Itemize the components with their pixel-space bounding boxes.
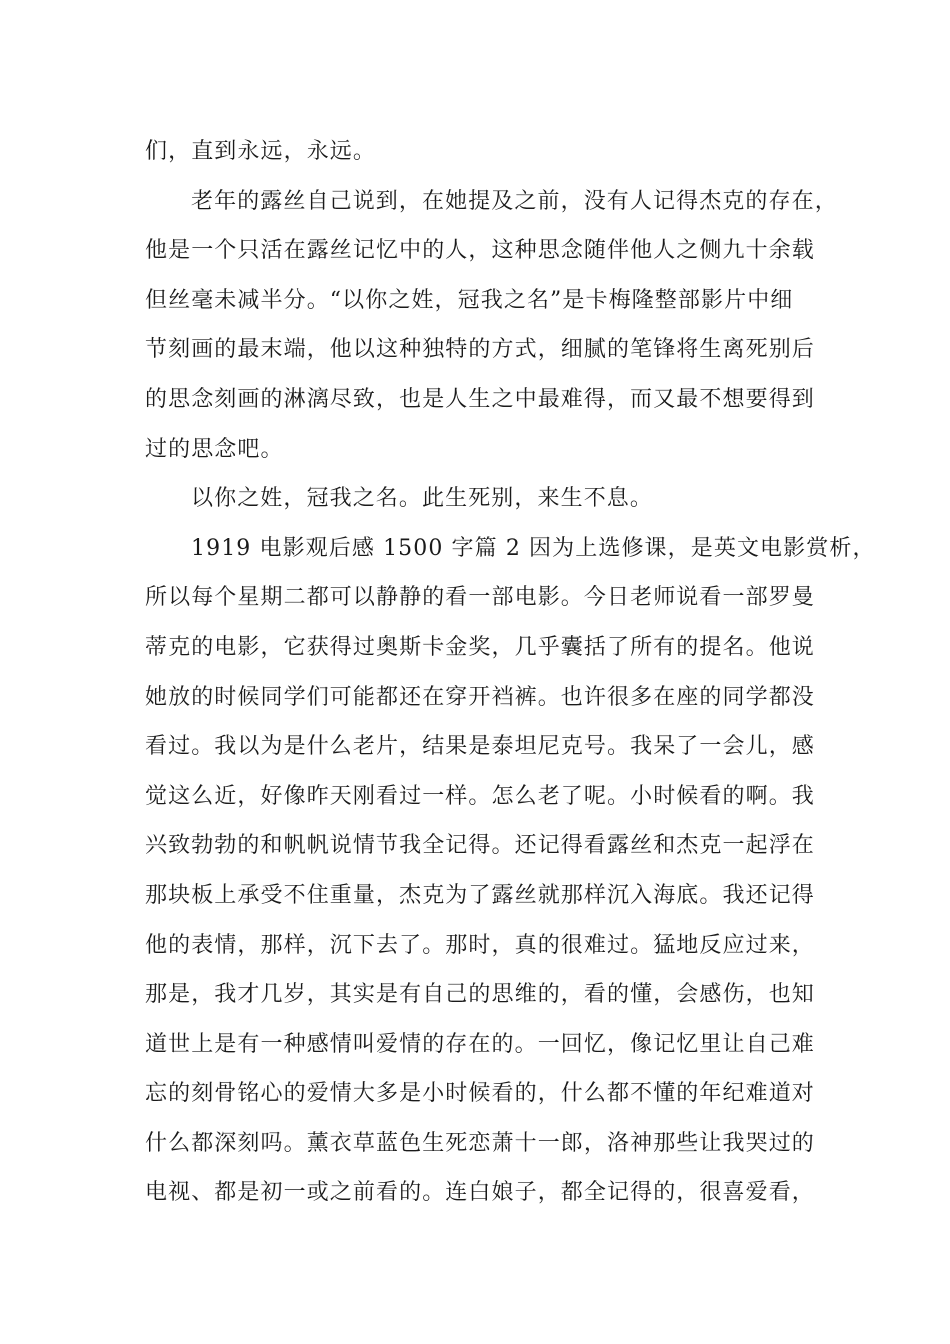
- body-text: [145, 127, 876, 1218]
- text-line: 觉这么近，好像昨天刚看过一样。怎么老了呢。小时候看的啊。我: [145, 783, 815, 809]
- text-line: 他的表情，那样，沉下去了。那时，真的很难过。猛地反应过来，: [145, 932, 815, 958]
- text-line: 所以每个星期二都可以静静的看一部电影。今日老师说看一部罗曼: [145, 585, 815, 611]
- text-line: 看过。我以为是什么老片，结果是泰坦尼克号。我呆了一会儿，感: [145, 734, 815, 760]
- text-line: 道世上是有一种感情叫爱情的存在的。一回忆，像记忆里让自己难: [145, 1031, 815, 1057]
- text-line: 电视、都是初一或之前看的。连白娘子，都全记得的，很喜爱看，: [145, 1180, 815, 1206]
- text-line: 忘的刻骨铭心的爱情大多是小时候看的，什么都不懂的年纪难道对: [145, 1081, 815, 1107]
- text-line: 1919 电影观后感 1500 字篇 2 因为上选修课，是英文电影赏析，: [191, 535, 876, 561]
- text-line: 他是一个只活在露丝记忆中的人，这种思念随伴他人之侧九十余载: [145, 238, 815, 264]
- text-line: 老年的露丝自己说到，在她提及之前，没有人记得杰克的存在，: [191, 188, 838, 214]
- text-line: 那是，我才几岁，其实是有自己的思维的，看的懂，会感伤，也知: [145, 982, 815, 1008]
- text-line: 她放的时候同学们可能都还在穿开裆裤。也许很多在座的同学都没: [145, 684, 815, 710]
- text-line: 但丝毫未减半分。“以你之姓，冠我之名”是卡梅隆整部影片中细: [145, 287, 794, 313]
- text-line: 那块板上承受不住重量，杰克为了露丝就那样沉入海底。我还记得: [145, 882, 815, 908]
- text-line: 蒂克的电影，它获得过奥斯卡金奖，几乎囊括了所有的提名。他说: [145, 634, 815, 660]
- text-line: 以你之姓，冠我之名。此生死别，来生不息。: [191, 486, 654, 512]
- text-line: 节刻画的最末端，他以这种独特的方式，细腻的笔锋将生离死别后: [145, 337, 815, 363]
- text-line: 过的思念吧。: [145, 436, 284, 462]
- text-line: 什么都深刻吗。薰衣草蓝色生死恋萧十一郎，洛神那些让我哭过的: [145, 1130, 815, 1156]
- text-line: 兴致勃勃的和帆帆说情节我全记得。还记得看露丝和杰克一起浮在: [145, 833, 815, 859]
- text-line: 的思念刻画的淋漓尽致，也是人生之中最难得，而又最不想要得到: [145, 386, 815, 412]
- text-line: 们，直到永远，永远。: [145, 139, 377, 164]
